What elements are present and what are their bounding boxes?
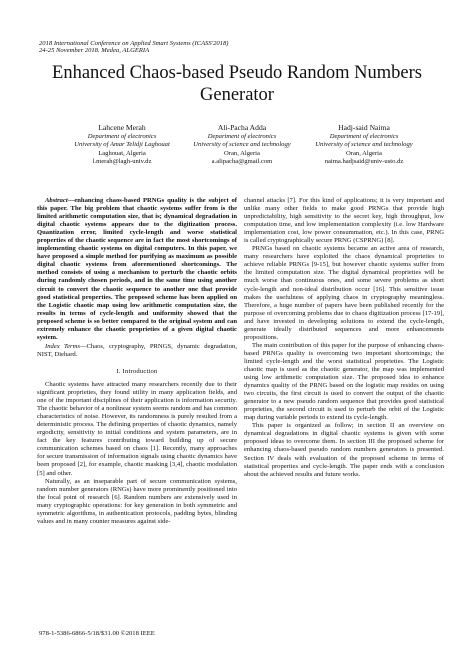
right-column [244,197,444,479]
conference-dates: 24-25 November 2018. Medea, ALGERIA [39,47,150,55]
paragraph: Naturally, as an inseparable part of secure communication systems, random number generators (RNGs) have more prominently positioned into the focal point of research [6]. Random numbers are extensively used in many cryptographic operations: for key generation in both symmetric and symmetric algorithms, in authentication protocols, padding bytes, blinding values and in many counter measures against side- [37,477,237,525]
abstract [37,197,237,342]
author-city: Oran, Algeria [224,149,260,157]
paragraph: channel attacks [7]. For this kind of applications; it is very important and unlike many other fields to make good PRNGs that provide high unpredictability, high sensitivity to the secret key, high throughput, low computation time, and low implementation complexity (i.e. low Hardware implementation cost, low power consummation, etc.). In this case, PRNG is called cryptographically secure PRNG (CSPRNG) [8]. [244,197,444,245]
author-university: University of science and technology [315,141,413,149]
abstract-text: —enhancing chaos-based PRNGs quality is the subject of this paper. The big problem that chaotic systems suffer from is the limited arithmetic computation size, that is; dynamical degradation in digital chaotic systems appears due to the digitization process. Quantization error, limited cycle-length and worse statistical properties of the chaotic sequence are in fact the most shortcomings of implementing chaotic systems on digital computers. In this paper, we have proposed a simple method for purifying as maximum as possible digital chaotic systems from aforementioned shortcomings. The method consists of using a mechanism to perturb the chaotic orbits during randomly chosen periods, and in the same time using another circuit to convert the chaotic sequence to another one that provide good statistical properties. The proposed scheme has been applied on the Logistic chaotic map using low arithmetic computation size, the results in terms of cycle-length and uniformity showed that the proposed scheme is so better compared to the original system and can extremely enhance the chaotic proprieties of a given digital chaotic system. [37,197,237,341]
author-email[interactable]: naima.hadjsaid@univ-usto.dz [324,157,404,165]
left-column [37,197,237,526]
title-line-1: Enhanced Chaos-based Pseudo Random Numbers [52,63,422,83]
conference-name: 2018 International Conference on Applied Smart Systems (ICASS'2018) [39,40,229,47]
author-name: Hadj-said Naima [338,123,390,132]
copyright-footer: 978-1-5386-6866-5/18/$31.00 ©2018 IEEE [39,630,155,637]
abstract-label: Abstract [45,197,68,204]
paper-title [20,62,454,106]
paragraph: Chaotic systems have attracted many researchers recently due to their significant proprieties, they found utility in many application fields, and one of the important disciplines of their application is information security. The chaotic behavior of a nonlinear system seems random and has common characteristics of noise. However, its randomness is purely resulted from a deterministic process. The defining properties of chaotic dynamics, namely ergodicity, sensitivity to initial conditions and system parameters, are in fact the key features contributing toward building up of secure communication schemes based on chaos [1]. Recently, many approaches for secure transmission of information signals using chaotic dynamics have been proposed [2], for example, chaotic masking [3,4], chaotic modulation [5] and other. [37,380,237,477]
author-block [0,123,474,175]
author-name: Lahcene Merah [98,123,146,132]
author-university: University of Amar Telidji Laghouat [74,141,170,149]
author-department: Department of electronics [207,133,277,140]
section-heading: I. Introduction [116,367,158,375]
author-city: Laghouat, Algeria [98,149,146,157]
title-line-2: Generator [200,85,274,105]
index-terms-label: Index Terms [45,342,80,350]
author-department: Department of electronics [87,133,157,140]
conference-header [39,40,439,55]
author-3 [289,123,439,166]
paragraph: PRNGs based on chaotic systems became an active area of research, many researchers have exploited the chaos dynamical proprieties to achieve reliable PRNGs [9-15], but however chaotic systems suffer from the limited computation size. The digital dynamical proprieties will be much worse than continuous ones, and some severe problems as short cycle-length and non-ideal distribution occur [16]. This sensitive issue makes the usefulness of applying chaos in cryptography meaningless. Therefore, a huge number of papers have been published recently for the purpose of overcoming problems due to chaos digitization process [17-19], and have invested in developing solutions to extend the cycle-length, generate ideally distributed sequences and more enhancements propositions. [244,245,444,341]
author-university: University of science and technology [193,141,291,149]
author-department: Department of electronics [329,133,399,140]
index-terms-text: —Chaos, cryptography, PRNGS, dynamic degradation, NIST, Diehard. [37,342,237,358]
author-email[interactable]: l.merah@lagh-univ.dz [92,157,152,165]
paragraph: This paper is organized as follow; in section II an overview on dynamical degradations in digital chaotic systems is given with some proposed ideas to overcome them. In section III the proposed scheme for enhancing chaos-based pseudo random numbers generators is presented. Section IV deals with evaluation of the proposed scheme in terms of statistical properties and cycle-length. The paper ends with a conclusion about the achieved results and future works. [244,422,444,478]
paragraph: The main contribution of this paper for the purpose of enhancing chaos-based PRNGs quality is overcoming two important shortcomings; the limited cycle-length and the worst statistical proprieties. The Logistic chaotic map is used as the chaotic generator, the map was implemented using low arithmetic computation size. The proposed idea to enhance dynamics quality of the PRNG based on the logistic map resides on using two circuits, the first circuit is used to convert the output of the chaotic generator to a new pseudo random sequence that provides good statistical proprieties, the second circuit is used to perturb the orbit of the Logistic map during variable periods to extend its cycle-length. [244,341,444,422]
author-city: Oran, Algeria [346,149,382,157]
index-terms [37,343,237,359]
author-email[interactable]: a.alipacha@gmail.com [211,157,273,165]
author-name: Ali-Pacha Adda [217,123,267,132]
